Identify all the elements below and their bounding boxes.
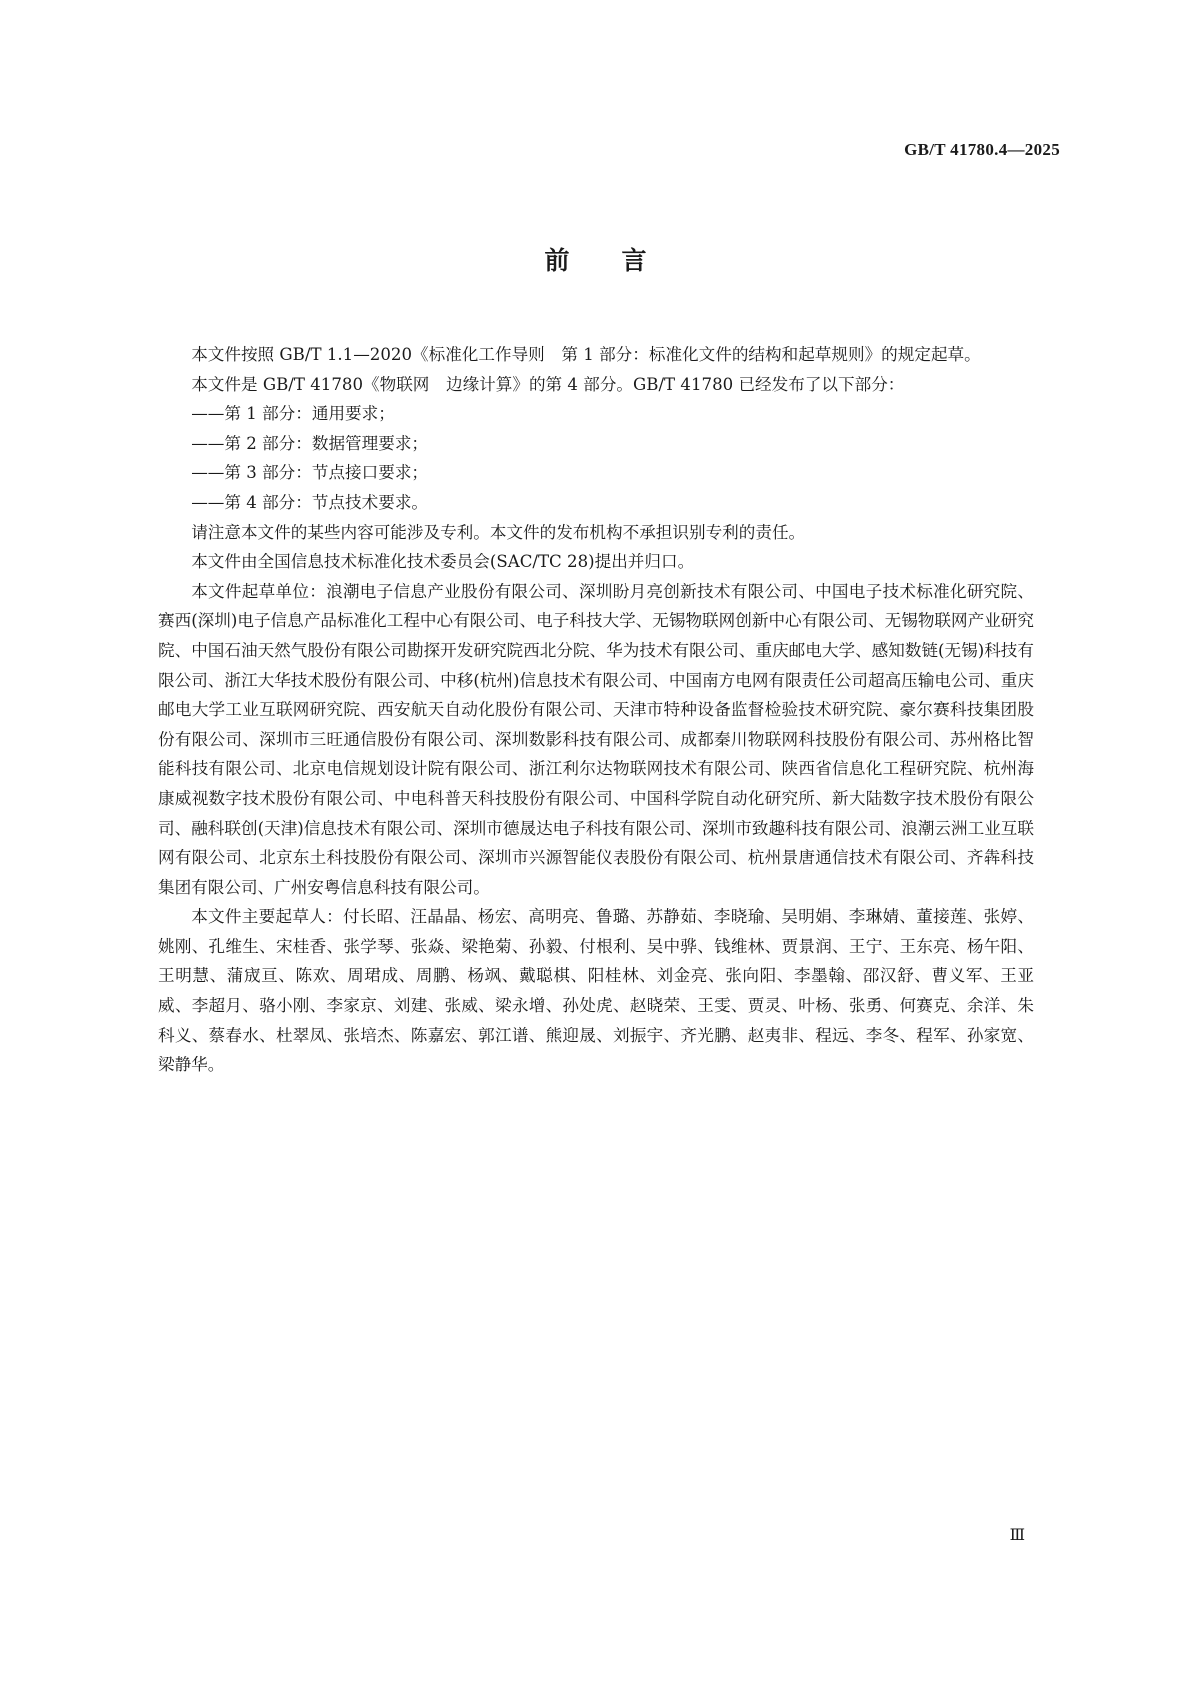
paragraph-patent-notice: 请注意本文件的某些内容可能涉及专利。本文件的发布机构不承担识别专利的责任。 — [191, 522, 806, 542]
paragraph-drafters: 本文件主要起草人：付长昭、汪晶晶、杨宏、高明亮、鲁璐、苏静茹、李晓瑜、吴明娟、李琳婧、董接莲、张婷、姚刚、孔维生、宋桂香、张学琴、张焱、梁艳菊、孙毅、付根利、吴中骅、钱维林、贾景润、王宁、王东亮、杨午阳、王明慧、蒲宬亘、陈欢、周珺成、周鹏、杨飒、戴聪棋、阳桂林、刘金亮、张向阳、李墨翰、邵汉舒、曹义军、王亚威、李超月、骆小刚、李家京、刘建、张威、梁永增、孙处虎、赵晓荣、王雯、贾灵、叶杨、张勇、何赛克、余洋、朱科义、蔡春水、杜翠凤、张培杰、陈嘉宏、郭江谱、熊迎晟、刘振宇、齐光鹏、赵夷非、程远、李冬、程军、孙家宽、梁静华。 — [158, 907, 1034, 1075]
paragraph-drafting-units: 本文件起草单位：浪潮电子信息产业股份有限公司、深圳盼月亮创新技术有限公司、中国电子技术标准化研究院、赛西(深圳)电子信息产品标准化工程中心有限公司、电子科技大学、无锡物联网创新中心有限公司、无锡物联网产业研究院、中国石油天然气股份有限公司勘探开发研究院西北分院、华为技术有限公司、重庆邮电大学、感知数链(无锡)科技有限公司、浙江大华技术股份有限公司、中移(杭州)信息技术有限公司、中国南方电网有限责任公司超高压输电公司、重庆邮电大学工业互联网研究院、西安航天自动化股份有限公司、天津市特种设备监督检验技术研究院、豪尔赛科技集团股份有限公司、深圳市三旺通信股份有限公司、深圳数影科技有限公司、成都秦川物联网科技股份有限公司、苏州格比智能科技有限公司、北京电信规划设计院有限公司、浙江利尔达物联网技术有限公司、陕西省信息化工程研究院、杭州海康威视数字技术股份有限公司、中电科普天科技股份有限公司、中国科学院自动化研究所、新大陆数字技术股份有限公司、融科联创(天津)信息技术有限公司、深圳市德晟达电子科技有限公司、深圳市致趣科技有限公司、浪潮云洲工业互联网有限公司、北京东土科技股份有限公司、深圳市兴源智能仪表股份有限公司、杭州景唐通信技术有限公司、齐犇科技集团有限公司、广州安粤信息科技有限公司。 — [158, 581, 1034, 897]
paragraph-committee: 本文件由全国信息技术标准化技术委员会(SAC/TC 28)提出并归口。 — [191, 552, 695, 572]
paragraph-drafting-rules: 本文件按照 GB/T 1.1—2020《标准化工作导则 第 1 部分：标准化文件的结构和起草规则》的规定起草。 — [191, 345, 981, 364]
list-item-part-2: ——第 2 部分：数据管理要求； — [191, 433, 429, 453]
page-number: Ⅲ — [1009, 1527, 1024, 1544]
page-title: 前言 — [544, 246, 699, 275]
list-item-part-4: ——第 4 部分：节点技术要求。 — [191, 492, 429, 512]
foreword-body — [158, 340, 1034, 1080]
list-item-part-1: ——第 1 部分：通用要求； — [191, 404, 395, 424]
document-number: GB/T 41780.4—2025 — [904, 140, 1060, 159]
list-item-part-3: ——第 3 部分：节点接口要求； — [191, 463, 429, 483]
paragraph-part-intro: 本文件是 GB/T 41780《物联网 边缘计算》的第 4 部分。GB/T 41780 已经发布了以下部分： — [191, 374, 905, 394]
